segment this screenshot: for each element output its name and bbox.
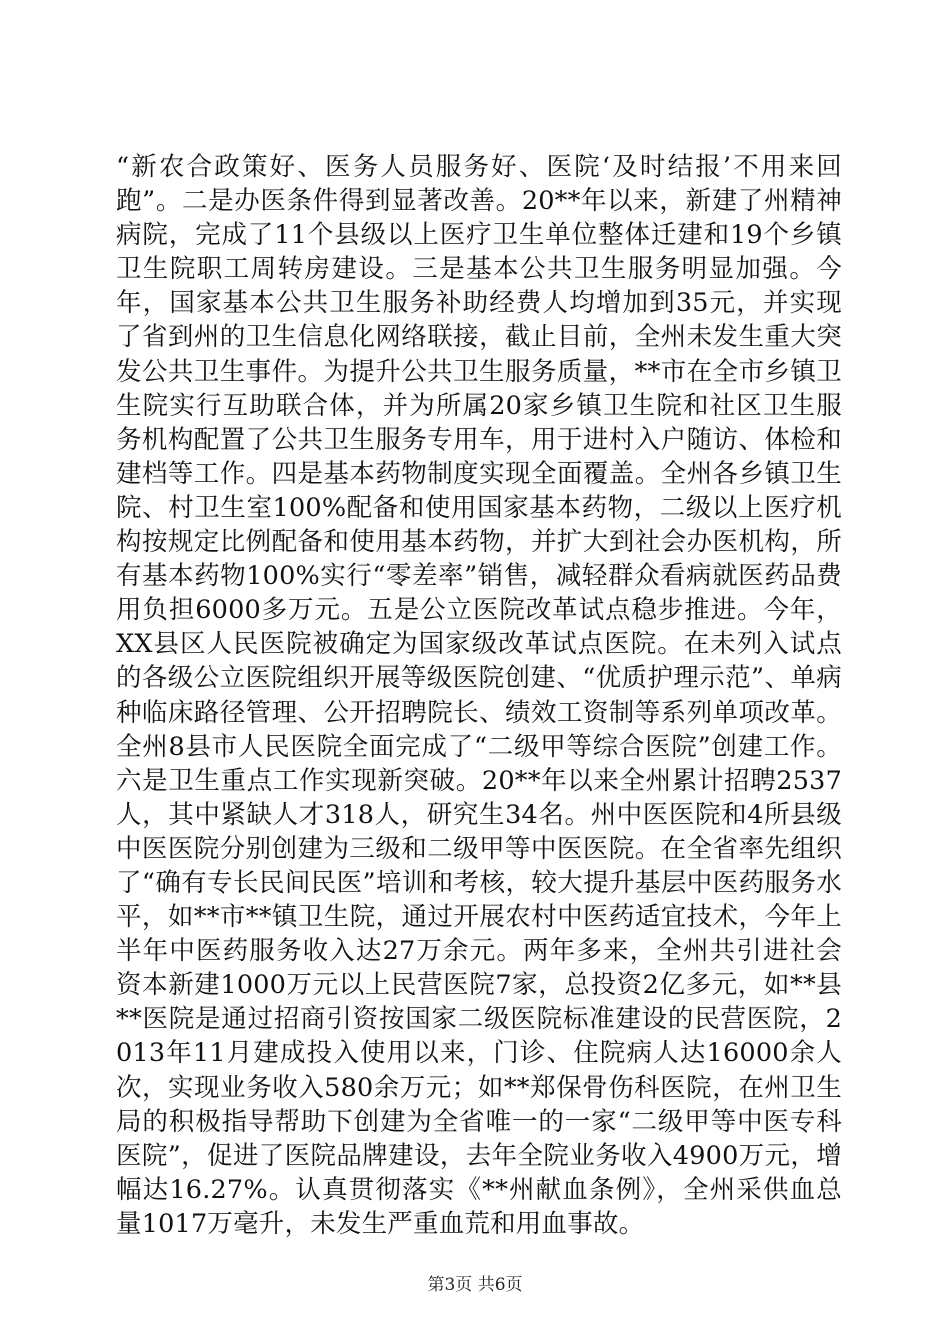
body-paragraph: “新农合政策好、医务人员服务好、医院‘及时结报’不用来回跑”。二是办医条件得到显著改善。20**年以来，新建了州精神病院，完成了11个县级以上医疗卫生单位整体迁建和19个乡镇卫生院职工周转房建设。三是基本公共卫生服务明显加强。今年，国家基本公共卫生服务补助经费人均增加到35元，并实现了省到州的卫生信息化网络联接，截止目前，全州未发生重大突发公共卫生事件。为提升公共卫生服务质量，**市在全市乡镇卫生院实行互助联合体，并为所属20家乡镇卫生院和社区卫生服务机构配置了公共卫生服务专用车，用于进村入户随访、体检和建档等工作。四是基本药物制度实现全面覆盖。全州各乡镇卫生院、村卫生室100%配备和使用国家基本药物，二级以上医疗机构按规定比例配备和使用基本药物，并扩大到社会办医机构，所有基本药物100%实行“零差率”销售，减轻群众看病就医药品费用负担6000多万元。五是公立医院改革试点稳步推进。今年，XX县区人民医院被确定为国家级改革试点医院。在未列入试点的各级公立医院组织开展等级医院创建、“优质护理示范”、单病种临床路径管理、公开招聘院长、绩效工资制等系列单项改革。全州8县市人民医院全面完成了“二级甲等综合医院”创建工作。六是卫生重点工作实现新突破。20**年以来全州累计招聘2537人，其中紧缺人才318人，研究生34名。州中医医院和4所县级中医医院分别创建为三级和二级甲等中医医院。在全省率先组织了“确有专长民间民医”培训和考核，较大提升基层中医药服务水平，如**市**镇卫生院，通过开展农村中医药适宜技术，今年上半年中医药服务收入达27万余元。两年多来，全州共引进社会资本新建1000万元以上民营医院7家，总投资2亿多元，如**县**医院是通过招商引资按国家二级医院标准建设的民营医院，2013年11月建成投入使用以来，门诊、住院病人达16000余人次，实现业务收入580余万元；如**郑保骨伤科医院，在州卫生局的积极指导帮助下创建为全省唯一的一家“二级甲等中医专科医院”，促进了医院品牌建设，去年全院业务收入4900万元，增幅达16.27%。认真贯彻落实《**州献血条例》，全州采供血总量1017万毫升，未发生严重血荒和用血事故。: [116, 152, 842, 1239]
page-footer: 第3页 共6页: [427, 1275, 523, 1295]
